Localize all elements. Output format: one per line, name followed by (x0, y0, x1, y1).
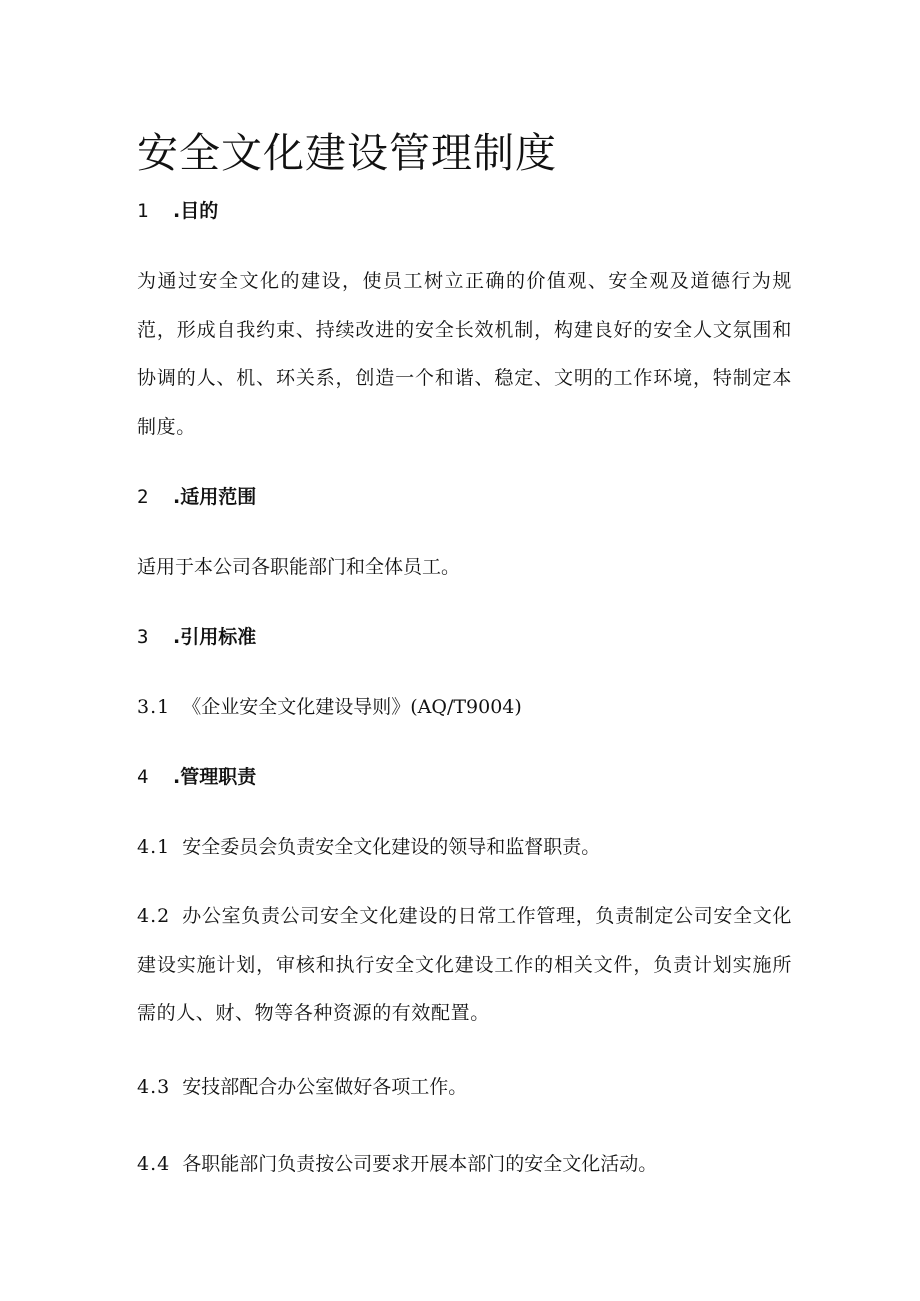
item-number: 4.4 (137, 1153, 171, 1175)
section-2-body: 适用于本公司各职能部门和全体员工。 (137, 556, 461, 578)
item-text: 安技部配合办公室做好各项工作。 (182, 1076, 468, 1098)
duty-item-4-1 (137, 834, 600, 860)
duty-item-4-4 (137, 1151, 657, 1177)
section-heading-3 (137, 624, 256, 650)
reference-title: 《企业安全文化建设导则》 (182, 696, 411, 718)
item-number: 4.1 (137, 836, 171, 858)
item-text: 各职能部门负责按公司要求开展本部门的安全文化活动。 (182, 1153, 658, 1175)
section-number: 3 (137, 626, 149, 648)
section-title: .适用范围 (173, 486, 257, 508)
item-number: 3.1 (137, 696, 171, 718)
section-title: .管理职责 (173, 766, 257, 788)
section-number: 1 (137, 200, 149, 222)
item-text: 安全委员会负责安全文化建设的领导和监督职责。 (182, 836, 601, 858)
duty-item-4-3 (137, 1074, 467, 1100)
reference-item (137, 694, 522, 720)
section-heading-4 (137, 764, 256, 790)
item-number: 4.3 (137, 1076, 171, 1098)
reference-code: (AQ/T9004) (410, 696, 522, 718)
item-number: 4.2 (137, 905, 171, 927)
section-title: .目的 (173, 200, 219, 222)
section-number: 2 (137, 486, 149, 508)
section-title: .引用标准 (173, 626, 257, 648)
duty-item-4-2 (137, 892, 792, 1038)
item-text: 办公室负责公司安全文化建设的日常工作管理，负责制定公司安全文化建设实施计划，审核和执行安全文化建设工作的相关文件，负责计划实施所需的人、财、物等各种资源的有效配置。 (137, 905, 792, 1024)
section-heading-1 (137, 198, 218, 224)
section-heading-2 (137, 484, 256, 510)
section-number: 4 (137, 766, 149, 788)
document-title: 安全文化建设管理制度 (137, 129, 557, 177)
section-1-body: 为通过安全文化的建设，使员工树立正确的价值观、安全观及道德行为规范，形成自我约束、持续改进的安全长效机制，构建良好的安全人文氛围和协调的人、机、环关系，创造一个和谐、稳定、文明的工作环境，特制定本制度。 (137, 270, 792, 438)
